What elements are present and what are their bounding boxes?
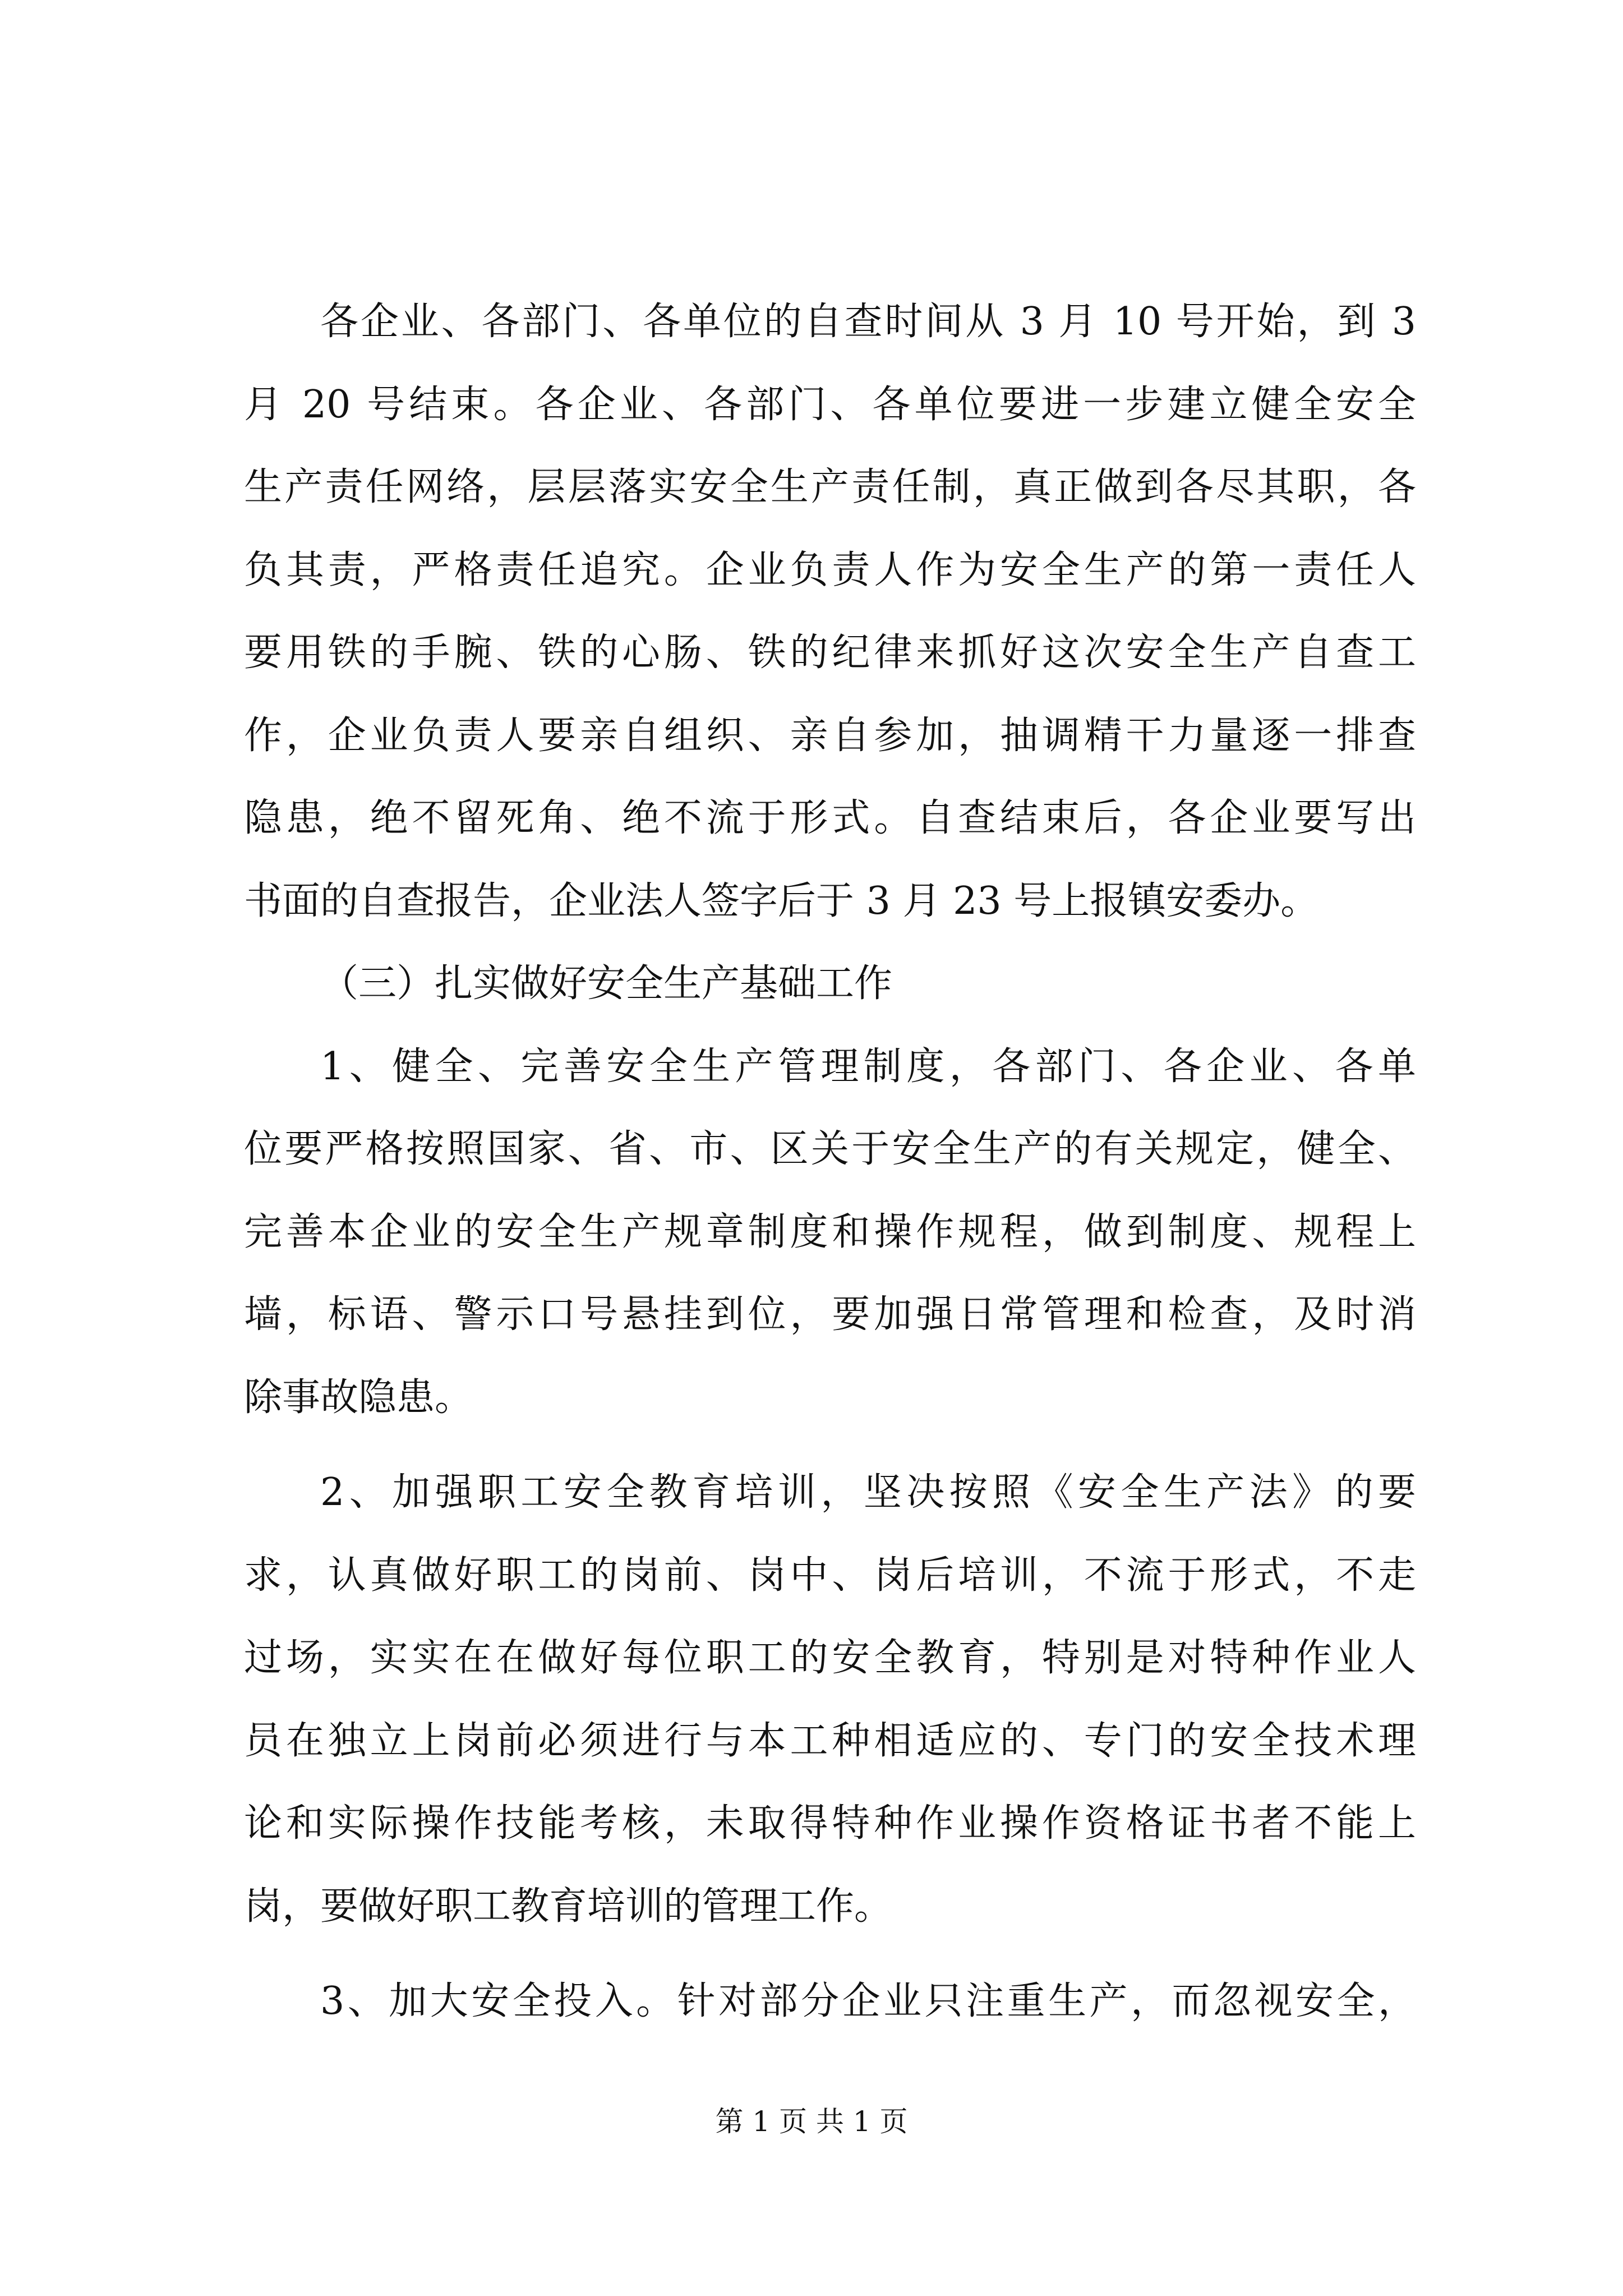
text-line: 1、健全、完善安全生产管理制度，各部门、各企业、各单	[320, 1044, 1416, 1089]
text-line: 完善本企业的安全生产规章制度和操作规程，做到制度、规程上	[244, 1209, 1416, 1254]
text-line: 2、加强职工安全教育培训，坚决按照《安全生产法》的要	[320, 1470, 1416, 1515]
text-line: 作，企业负责人要亲自组织、亲自参加，抽调精干力量逐一排查	[244, 713, 1416, 758]
text-line: 要用铁的手腕、铁的心肠、铁的纪律来抓好这次安全生产自查工	[244, 631, 1416, 675]
text-line: 各企业、各部门、各单位的自查时间从 3 月 10 号开始，到 3	[320, 300, 1416, 344]
text-line: 过场，实实在在做好每位职工的安全教育，特别是对特种作业人	[244, 1636, 1416, 1680]
text-line: 月 20 号结束。各企业、各部门、各单位要进一步建立健全安全	[244, 382, 1416, 427]
text-line: 墙，标语、警示口号悬挂到位，要加强日常管理和检查，及时消	[244, 1292, 1416, 1337]
text-line: 负其责，严格责任追究。企业负责人作为安全生产的第一责任人	[244, 547, 1416, 592]
document-body	[244, 280, 1416, 2043]
paragraph-gap	[244, 1439, 1416, 1451]
text-line: 书面的自查报告，企业法人签字后于 3 月 23 号上报镇安委办。	[244, 878, 1319, 923]
section-heading: （三）扎实做好安全生产基础工作	[320, 961, 893, 1006]
text-line: 隐患，绝不留死角、绝不流于形式。自查结束后，各企业要写出	[244, 796, 1416, 840]
text-line: 求，认真做好职工的岗前、岗中、岗后培训，不流于形式，不走	[244, 1553, 1416, 1598]
text-line: 生产责任网络，层层落实安全生产责任制，真正做到各尽其职，各	[244, 465, 1416, 509]
page-number-footer: 第 1 页 共 1 页	[715, 2105, 908, 2138]
text-line: 论和实际操作技能考核，未取得特种作业操作资格证书者不能上	[244, 1801, 1416, 1846]
paragraph-gap	[244, 1948, 1416, 1960]
text-line: 岗，要做好职工教育培训的管理工作。	[244, 1884, 893, 1929]
text-line: 除事故隐患。	[244, 1375, 473, 1420]
text-line: 员在独立上岗前必须进行与本工种相适应的、专门的安全技术理	[244, 1718, 1416, 1763]
text-line: 位要严格按照国家、省、市、区关于安全生产的有关规定，健全、	[244, 1127, 1416, 1171]
text-line: 3、加大安全投入。针对部分企业只注重生产，而忽视安全，	[320, 1979, 1416, 2023]
